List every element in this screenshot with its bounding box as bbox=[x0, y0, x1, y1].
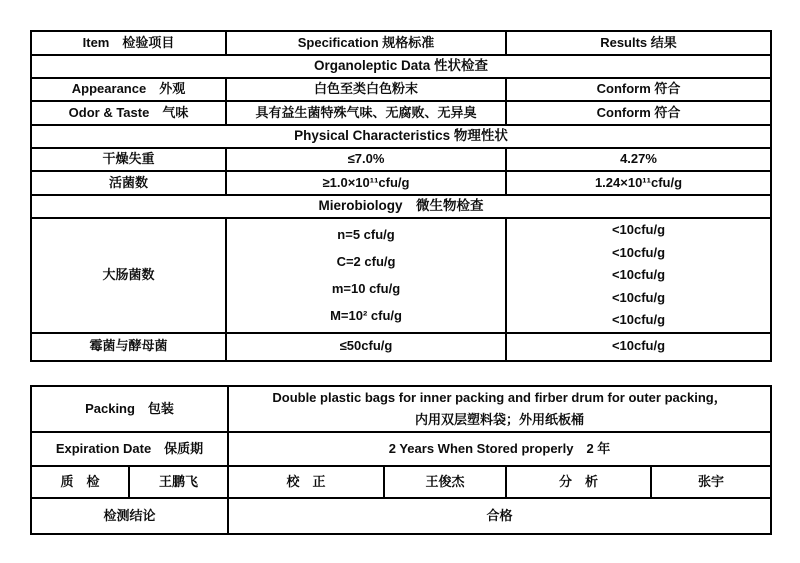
coliform-spec-line: C=2 cfu/g bbox=[336, 254, 396, 270]
section-physical-row bbox=[31, 125, 771, 148]
row-signatures bbox=[31, 466, 771, 498]
row-loss-on-drying bbox=[31, 148, 771, 171]
loss-on-drying-result: 4.27% bbox=[506, 148, 771, 171]
section-organoleptic-row bbox=[31, 55, 771, 78]
mold-yeast-item: 霉菌与酵母菌 bbox=[31, 333, 226, 361]
expiration-label: Expiration Date 保质期 bbox=[31, 432, 228, 466]
packing-value bbox=[228, 386, 771, 432]
odor-taste-item: Odor & Taste 气味 bbox=[31, 101, 226, 125]
coliform-result-line: <10cfu/g bbox=[611, 289, 666, 305]
row-expiration bbox=[31, 432, 771, 466]
viable-count-result: 1.24×10¹¹cfu/g bbox=[506, 171, 771, 195]
odor-taste-spec: 具有益生菌特殊气味、无腐败、无异臭 bbox=[226, 101, 506, 125]
coliform-result-line: <10cfu/g bbox=[611, 222, 666, 237]
section-organoleptic-title: Organoleptic Data 性状检查 bbox=[31, 55, 771, 78]
appearance-result: Conform 符合 bbox=[506, 78, 771, 101]
inspection-results-table bbox=[30, 30, 772, 362]
coliform-item: 大肠菌数 bbox=[31, 218, 226, 333]
coliform-spec-line: m=10 cfu/g bbox=[331, 281, 401, 297]
section-physical-title: Physical Characteristics 物理性状 bbox=[31, 125, 771, 148]
expiration-value: 2 Years When Stored properly 2 年 bbox=[228, 432, 771, 466]
conclusion-label: 检测结论 bbox=[31, 498, 228, 534]
coliform-result bbox=[506, 218, 771, 333]
col-header-item: Item 检验项目 bbox=[31, 31, 226, 55]
packing-line-2: 内用双层塑料袋；外用纸板桶 bbox=[415, 412, 585, 427]
analyst-label: 分 析 bbox=[506, 466, 651, 498]
coliform-spec-line: n=5 cfu/g bbox=[337, 227, 395, 243]
coliform-result-line: <10cfu/g bbox=[611, 312, 666, 327]
viable-count-spec: ≥1.0×10¹¹cfu/g bbox=[226, 171, 506, 195]
loss-on-drying-spec: ≤7.0% bbox=[226, 148, 506, 171]
packing-line-1: Double plastic bags for inner packing and firber drum for outer packing， bbox=[272, 390, 727, 405]
coliform-result-line: <10cfu/g bbox=[611, 244, 666, 260]
coliform-spec bbox=[226, 218, 506, 333]
row-appearance bbox=[31, 78, 771, 101]
loss-on-drying-item: 干燥失重 bbox=[31, 148, 226, 171]
packing-info-table bbox=[30, 385, 772, 535]
section-microbiology-title: Mierobiology 微生物检查 bbox=[31, 195, 771, 218]
checker-label: 校 正 bbox=[228, 466, 384, 498]
appearance-item: Appearance 外观 bbox=[31, 78, 226, 101]
odor-taste-result: Conform 符合 bbox=[506, 101, 771, 125]
qc-name: 王鹏飞 bbox=[129, 466, 228, 498]
row-viable-count bbox=[31, 171, 771, 195]
viable-count-item: 活菌数 bbox=[31, 171, 226, 195]
mold-yeast-result: <10cfu/g bbox=[506, 333, 771, 361]
coliform-result-line: <10cfu/g bbox=[611, 267, 666, 282]
checker-name: 王俊杰 bbox=[384, 466, 506, 498]
col-header-results: Results 结果 bbox=[506, 31, 771, 55]
row-mold-yeast bbox=[31, 333, 771, 361]
coliform-spec-line: M=10² cfu/g bbox=[330, 308, 402, 324]
packing-label: Packing 包装 bbox=[31, 386, 228, 432]
row-packing bbox=[31, 386, 771, 432]
table-header-row bbox=[31, 31, 771, 55]
col-header-specification: Specification 规格标准 bbox=[226, 31, 506, 55]
section-microbiology-row bbox=[31, 195, 771, 218]
mold-yeast-spec: ≤50cfu/g bbox=[226, 333, 506, 361]
qc-label: 质 检 bbox=[31, 466, 129, 498]
appearance-spec: 白色至类白色粉末 bbox=[226, 78, 506, 101]
analyst-name: 张宇 bbox=[651, 466, 771, 498]
row-odor-taste bbox=[31, 101, 771, 125]
row-coliform bbox=[31, 218, 771, 333]
conclusion-value: 合格 bbox=[228, 498, 771, 534]
row-conclusion bbox=[31, 498, 771, 534]
